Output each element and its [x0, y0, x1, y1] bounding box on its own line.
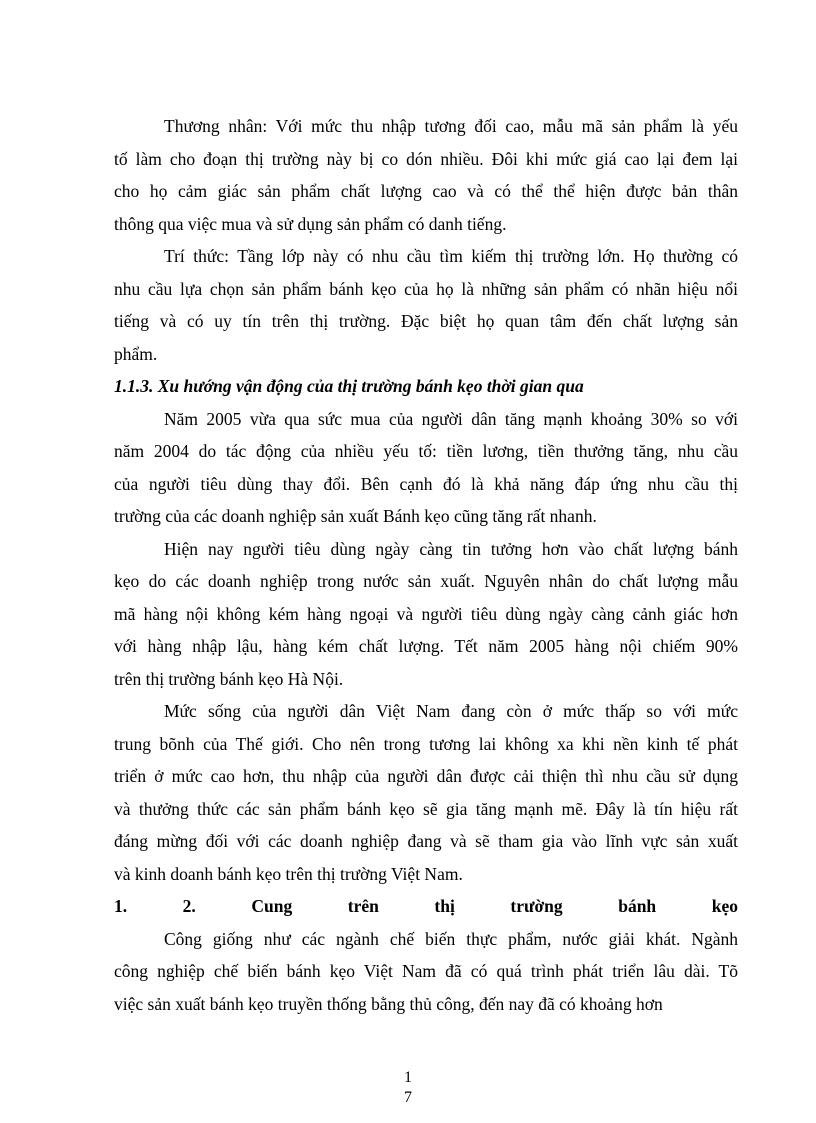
- text-line: tiếng và có uy tín trên thị trường. Đặc biệt họ quan tâm đến chất lượng sản: [114, 311, 738, 331]
- numbered-heading: [114, 890, 738, 923]
- text-line: Thương nhân: Với mức thu nhập tương đối cao, mẫu mã sản phẩm là yếu: [164, 116, 738, 136]
- text-line: Công giống như các ngành chế biến thực phẩm, nước giải khát. Ngành: [164, 928, 738, 949]
- heading-word: kẹo: [711, 896, 738, 916]
- heading-word: 1.: [114, 896, 128, 916]
- text-line: trường của các doanh nghiệp sản xuất Bánh kẹo cũng tăng rất nhanh.: [114, 506, 597, 526]
- text-line: của người tiêu dùng thay đổi. Bên cạnh đó là khả năng đáp ứng nhu cầu thị: [114, 473, 738, 494]
- text-line: kẹo do các doanh nghiệp trong nước sản xuất. Nguyên nhân do chất lượng mẫu: [114, 571, 738, 591]
- text-line: việc sản xuất bánh kẹo truyền thống bằng thủ công, đến nay đã có khoảng hơn: [114, 993, 663, 1014]
- text-line: công nghiệp chế biến bánh kẹo Việt Nam đã có quá trình phát triển lâu dài. Tõ: [114, 961, 738, 981]
- text-line: mã hàng nội không kém hàng ngoại và người tiêu dùng ngày càng cảnh giác hơn: [114, 603, 738, 624]
- text-line: phẩm.: [114, 343, 158, 364]
- text-line: Hiện nay người tiêu dùng ngày càng tin tưởng hơn vào chất lượng bánh: [164, 538, 738, 559]
- text-line: với hàng nhập lậu, hàng kém chất lượng. Tết năm 2005 hàng nội chiếm 90%: [114, 636, 738, 656]
- heading-word: bánh: [618, 896, 657, 916]
- text-line: tố làm cho đoạn thị trường này bị co dón nhiều. Đôi khi mức giá cao lại đem lại: [114, 148, 738, 169]
- text-line: đáng mừng đối với các doanh nghiệp đang và sẽ tham gia vào lĩnh vực sản xuất: [114, 831, 738, 851]
- page-number: [388, 1068, 428, 1108]
- text-line: Trí thức: Tầng lớp này có nhu cầu tìm kiếm thị trường lớn. Họ thường có: [164, 246, 738, 266]
- text-line: trung bõnh của Thế giới. Cho nên trong tương lai không xa khi nền kinh tế phát: [114, 733, 738, 754]
- heading-word: trên: [347, 896, 379, 916]
- section-heading: 1.1.3. Xu hướng vận động của thị trường bánh kẹo thời gian qua: [114, 376, 584, 396]
- heading-word: Cung: [251, 896, 293, 916]
- heading-word: 2.: [182, 896, 196, 916]
- text-line: triển ở mức cao hơn, thu nhập của người dân được cải thiện thì nhu cầu sử dụng: [114, 766, 738, 786]
- text-line: thông qua việc mua và sử dụng sản phẩm có danh tiếng.: [114, 213, 507, 234]
- text-line: và thưởng thức các sản phẩm bánh kẹo sẽ gia tăng mạnh mẽ. Đây là tín hiệu rất: [114, 798, 738, 819]
- page-number-line: 1: [404, 1069, 412, 1086]
- body-text: [114, 110, 738, 1020]
- heading-word: thị: [434, 896, 455, 916]
- heading-word: trường: [510, 896, 563, 916]
- text-line: năm 2004 do tác động của nhiều yếu tố: tiền lương, tiền thưởng tăng, nhu cầu: [114, 441, 738, 461]
- page-number-line: 7: [404, 1089, 412, 1106]
- text-line: trên thị trường bánh kẹo Hà Nội.: [114, 668, 344, 689]
- text-line: và kinh doanh bánh kẹo trên thị trường Việt Nam.: [114, 863, 463, 884]
- text-line: cho họ cảm giác sản phẩm chất lượng cao và có thể thể hiện được bản thân: [114, 181, 738, 201]
- text-line: Năm 2005 vừa qua sức mua của người dân tăng mạnh khoảng 30% so với: [164, 408, 738, 429]
- text-line: nhu cầu lựa chọn sản phẩm bánh kẹo của họ là những sản phẩm có nhãn hiệu nổi: [114, 278, 738, 299]
- text-line: Mức sống của người dân Việt Nam đang còn ở mức thấp so với mức: [164, 701, 738, 721]
